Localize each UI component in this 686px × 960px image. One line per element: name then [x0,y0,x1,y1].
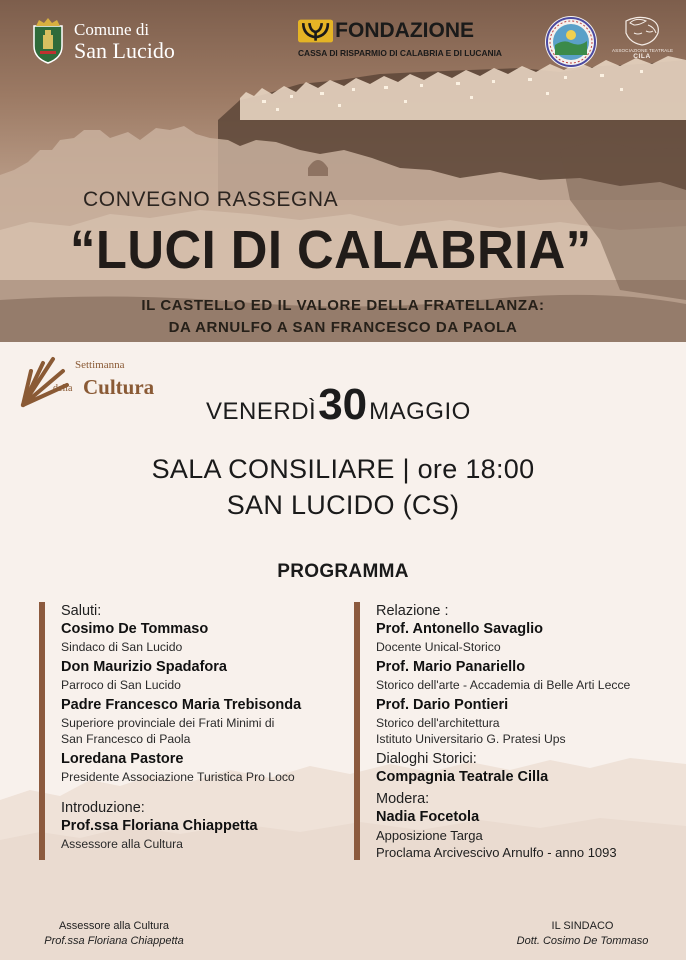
speaker-role: Presidente Associazione Turistica Pro Loco [61,770,295,784]
event-date [206,380,471,430]
footer-sindaco-title: IL SINDACO [551,920,614,932]
speaker-name: Prof. Antonello Savaglio [376,621,544,637]
speaker-role: Parroco di San Lucido [61,678,181,692]
speaker-role: Docente Unical-Storico [376,640,501,654]
programma-heading: PROGRAMMA [277,561,409,582]
speaker-name: Prof. Dario Pontieri [376,697,509,713]
fondazione-emblem-icon [298,18,333,44]
speaker-role: San Francesco di Paola [61,732,191,746]
footer-assessore-name: Prof.ssa Floriana Chiappetta [44,935,184,947]
left-column-divider [39,602,45,860]
speaker-role: Storico dell'arte - Accademia di Belle Arti Lecce [376,678,631,692]
cila-logo [612,15,672,60]
comune-logo [30,18,175,64]
convegno-label: CONVEGNO RASSEGNA [83,188,339,211]
speaker-name: Loredana Pastore [61,751,184,767]
speaker-role: Assessore alla Cultura [61,837,183,851]
event-venue-time: SALA CONSILIARE | ore 18:00 [151,454,535,484]
program-left-column [61,602,351,852]
speaker-name: Prof.ssa Floriana Chiappetta [61,818,258,834]
della-word: della [53,383,73,394]
settimana-word: Settimanna [75,359,125,371]
footer-assessore [38,919,190,949]
program-right-column [376,602,676,861]
fondazione-subtitle: CASSA DI RISPARMIO DI CALABRIA E DI LUCANIA [298,48,502,58]
speaker-name: Don Maurizio Spadafora [61,659,227,675]
speaker-name: Compagnia Teatrale Cilla [376,769,549,785]
pro-loco-seal-icon [544,15,598,69]
coat-of-arms-icon [30,18,66,64]
event-day: VENERDÌ [206,398,317,425]
speaker-role: Superiore provinciale dei Frati Minimi di [61,716,275,730]
introduzione-label: Introduzione: [61,800,145,816]
event-month: MAGGIO [369,398,471,425]
event-date-number: 30 [318,380,368,429]
speaker-name: Prof. Mario Panariello [376,659,526,675]
subtitle-line-1: IL CASTELLO ED IL VALORE DELLA FRATELLANZA: [141,297,545,314]
saluti-label: Saluti: [61,603,102,619]
event-city: SAN LUCIDO (CS) [226,490,460,520]
comune-di-label: Comune di [74,19,150,39]
speaker-role: Sindaco di San Lucido [61,640,183,654]
speaker-role: Istituto Universitario G. Pratesi Ups [376,732,566,746]
settimana-cultura-logo [17,351,167,411]
closing-item: Proclama Arcivescivo Arnulfo - anno 1093 [376,845,617,860]
hero-photo [0,0,686,342]
footer-sindaco-name: Dott. Cosimo De Tommaso [516,935,649,947]
main-title: “LUCI DI CALABRIA” [70,220,592,280]
cila-name: CILA [633,53,651,60]
speaker-name: Nadia Focetola [376,809,480,825]
theatre-mask-icon [620,15,664,47]
fondazione-logo [298,18,502,58]
footer-sindaco [510,919,655,949]
cultura-word: Cultura [83,375,155,399]
sunburst-book-icon [17,351,77,411]
fondazione-title: FONDAZIONE [335,19,474,42]
relazione-label: Relazione : [376,603,449,619]
dialoghi-label: Dialoghi Storici: [376,751,477,767]
right-column-divider [354,602,360,860]
footer-assessore-title: Assessore alla Cultura [58,920,170,932]
modera-label: Modera: [376,791,430,807]
subtitle-line-2: DA ARNULFO A SAN FRANCESCO DA PAOLA [168,319,518,336]
comune-name: San Lucido [74,37,175,63]
speaker-name: Padre Francesco Maria Trebisonda [61,697,302,713]
closing-item: Apposizione Targa [376,828,483,843]
speaker-role: Storico dell'architettura [376,716,500,730]
speaker-name: Cosimo De Tommaso [61,621,209,637]
cila-association-label: ASSOCIAZIONE TEATRALE [612,48,674,53]
